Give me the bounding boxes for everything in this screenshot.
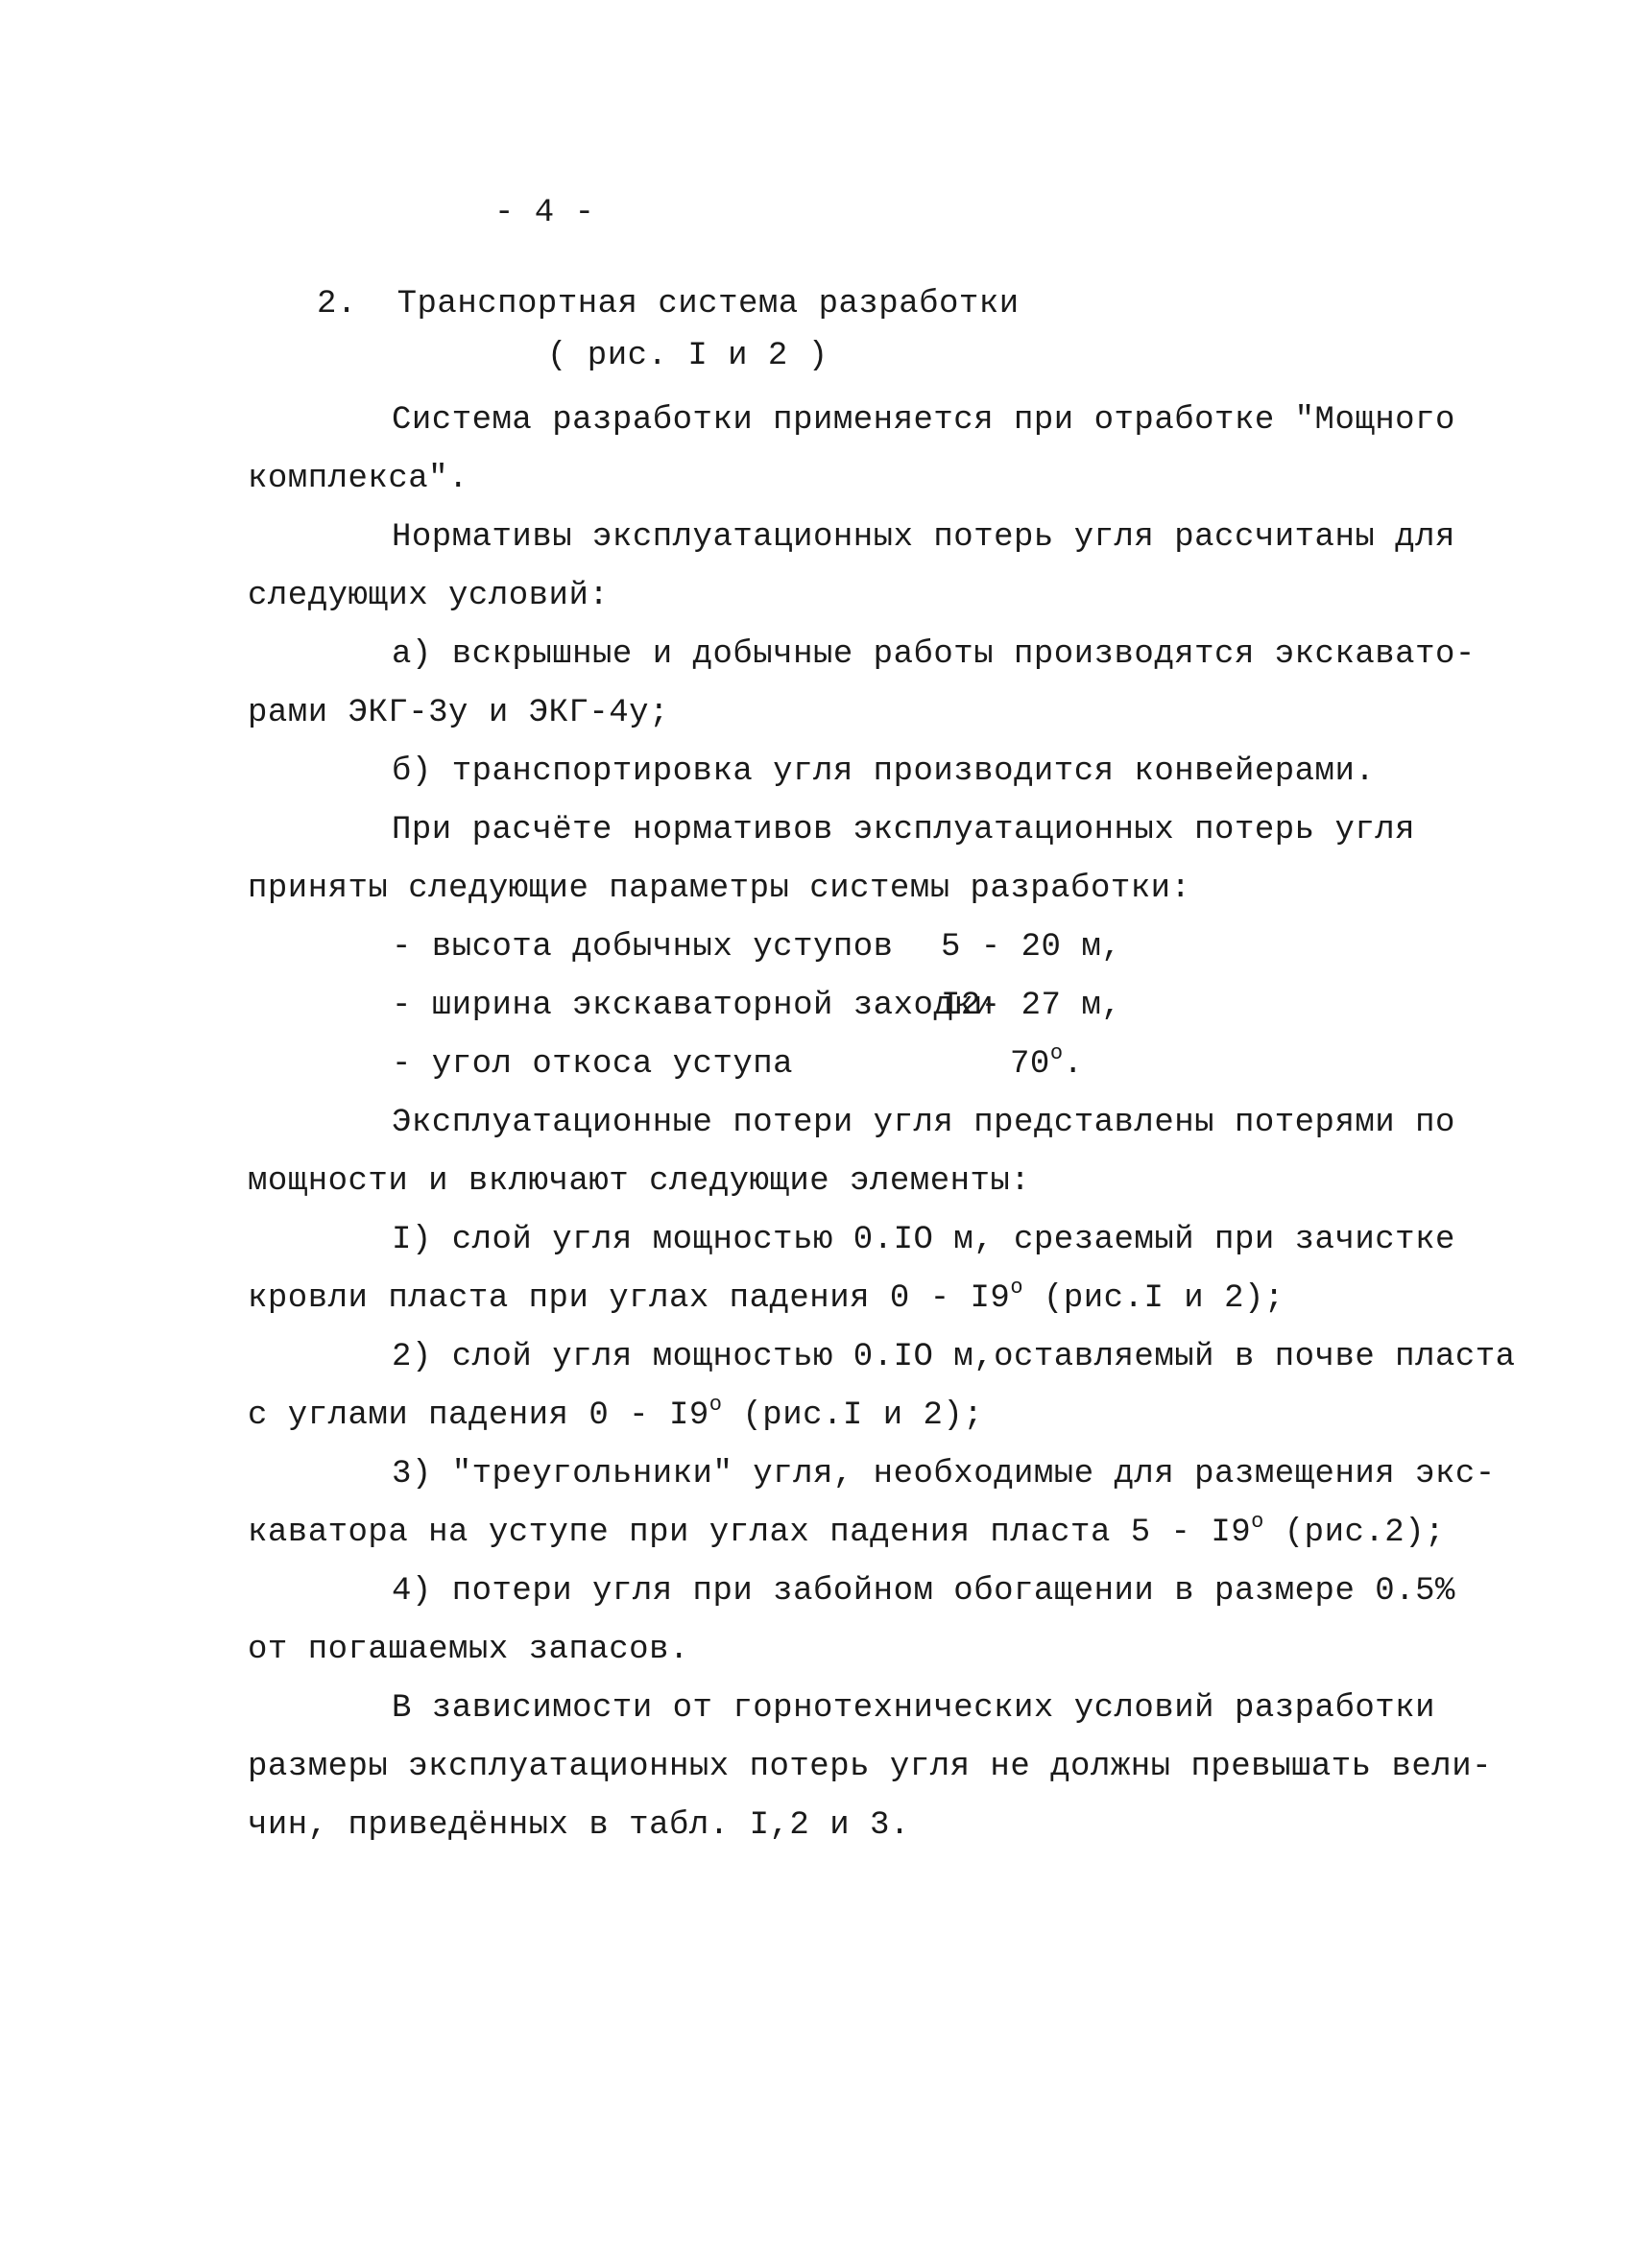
param-label: - ширина экскаваторной заходки [392, 988, 995, 1024]
list-item-4: 4) потери угля при забойном обогащении в размере 0.5% [392, 1573, 1455, 1610]
list-item-3-cont [248, 1510, 1446, 1555]
paragraph-line: Эксплуатационные потери угля представлены потерями по [392, 1105, 1455, 1141]
degree-sup: о [1049, 1041, 1064, 1065]
paragraph-line: Система разработки применяется при отработке "Мощного [392, 402, 1455, 439]
text-span: кровли пласта при углах падения 0 - I9 [248, 1280, 1011, 1317]
text-span: (рис.I и 2); [1023, 1280, 1285, 1317]
degree-sup: о [1010, 1276, 1024, 1300]
list-item-b: б) транспортировка угля производится конвейерами. [392, 753, 1376, 790]
text-span: с углами падения 0 - I9 [248, 1397, 709, 1434]
list-item-2: 2) слой угля мощностью 0.IO м,оставляемый в почве пласта [392, 1339, 1516, 1375]
text-span: каватора на уступе при углах падения пласта 5 - I9 [248, 1515, 1252, 1551]
param-label: - угол откоса уступа [392, 1046, 794, 1083]
paragraph-line: чин, приведённых в табл. I,2 и 3. [248, 1807, 910, 1844]
paragraph-line: мощности и включают следующие элементы: [248, 1163, 1031, 1200]
paragraph-line: размеры эксплуатационных потерь угля не должны превышать вели- [248, 1749, 1493, 1785]
text-span: (рис.I и 2); [722, 1397, 984, 1434]
page-number: - 4 - [494, 195, 595, 231]
paragraph-line: следующих условий: [248, 578, 610, 614]
degree-sup: о [1251, 1510, 1264, 1534]
paragraph-line: приняты следующие параметры системы разработки: [248, 871, 1191, 907]
paragraph-line: комплекса". [248, 461, 468, 497]
paragraph-line: В зависимости от горнотехнических условий разработки [392, 1690, 1435, 1727]
param-value [1010, 1041, 1084, 1086]
param-label: - высота добычных уступов [392, 929, 894, 966]
degree-sup: о [708, 1393, 723, 1417]
list-item-3: 3) "треугольники" угля, необходимые для размещения экс- [392, 1456, 1496, 1492]
section-subheading: ( рис. I и 2 ) [547, 338, 829, 374]
list-item-1-cont [248, 1276, 1285, 1321]
list-item-a-cont: рами ЭКГ-3у и ЭКГ-4у; [248, 695, 669, 731]
paragraph-line: При расчёте нормативов эксплуатационных потерь угля [392, 812, 1416, 848]
text-span: (рис.2); [1263, 1515, 1446, 1551]
param-value: I2- 27 м, [941, 988, 1122, 1024]
section-heading: 2. Транспортная система разработки [317, 286, 1020, 322]
param-value: 5 - 20 м, [941, 929, 1122, 966]
list-item-2-cont [248, 1393, 984, 1438]
list-item-a: а) вскрышные и добычные работы производятся экскавато- [392, 636, 1476, 673]
paragraph-line: Нормативы эксплуатационных потерь угля рассчитаны для [392, 519, 1455, 556]
param-value-end: . [1063, 1046, 1084, 1083]
list-item-1: I) слой угля мощностью 0.IO м, срезаемый при зачистке [392, 1222, 1455, 1258]
param-value-number: 70 [1010, 1046, 1050, 1083]
list-item-4-cont: от погашаемых запасов. [248, 1632, 689, 1668]
